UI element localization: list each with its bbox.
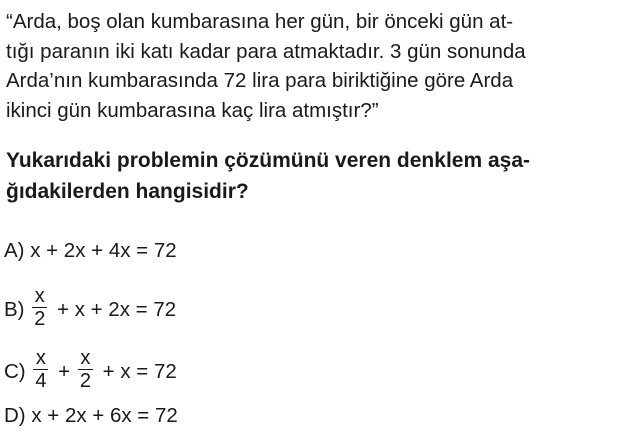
option-b[interactable] <box>4 285 177 333</box>
option-a[interactable] <box>4 239 177 263</box>
option-b-fraction-denominator: 2 <box>34 308 46 330</box>
option-b-label: B) <box>4 297 25 321</box>
option-c-plus: + <box>52 359 76 383</box>
option-c-label: C) <box>4 359 26 383</box>
prompt-line-2: ğıdakilerden hangisidir? <box>6 180 249 203</box>
question-line-4: ikinci gün kumbarasına kaç lira atmıştır?” <box>6 99 379 122</box>
option-c[interactable] <box>4 347 177 395</box>
question-line-3: Arda’nın kumbarasında 72 lira para biriktiğine göre Arda <box>6 69 514 92</box>
option-c-fraction-1-denominator: 4 <box>35 370 47 392</box>
option-c-fraction-2-numerator: x <box>78 347 93 370</box>
question-line-1: “Arda, boş olan kumbarasına her gün, bir önceki gün at- <box>6 10 514 33</box>
option-c-fraction-2 <box>78 347 93 392</box>
question-line-2: tığı paranın iki katı kadar para atmaktadır. 3 gün sonunda <box>6 40 526 63</box>
option-c-fraction-1-numerator: x <box>33 347 48 370</box>
option-c-fraction-1 <box>33 347 48 392</box>
prompt-line-1: Yukarıdaki problemin çözümünü veren denklem aşa- <box>6 149 530 172</box>
option-a-label: A) <box>4 239 25 262</box>
option-b-fraction <box>32 285 47 330</box>
option-d-label: D) <box>4 404 26 427</box>
option-b-equation-rest: + x + 2x = 72 <box>51 297 177 321</box>
option-b-fraction-numerator: x <box>32 285 47 308</box>
option-d[interactable] <box>4 404 178 428</box>
option-c-equation-rest: + x = 72 <box>96 359 177 383</box>
option-a-equation: x + 2x + 4x = 72 <box>24 239 177 262</box>
option-d-equation: x + 2x + 6x = 72 <box>25 404 178 427</box>
option-c-fraction-2-denominator: 2 <box>79 370 91 392</box>
